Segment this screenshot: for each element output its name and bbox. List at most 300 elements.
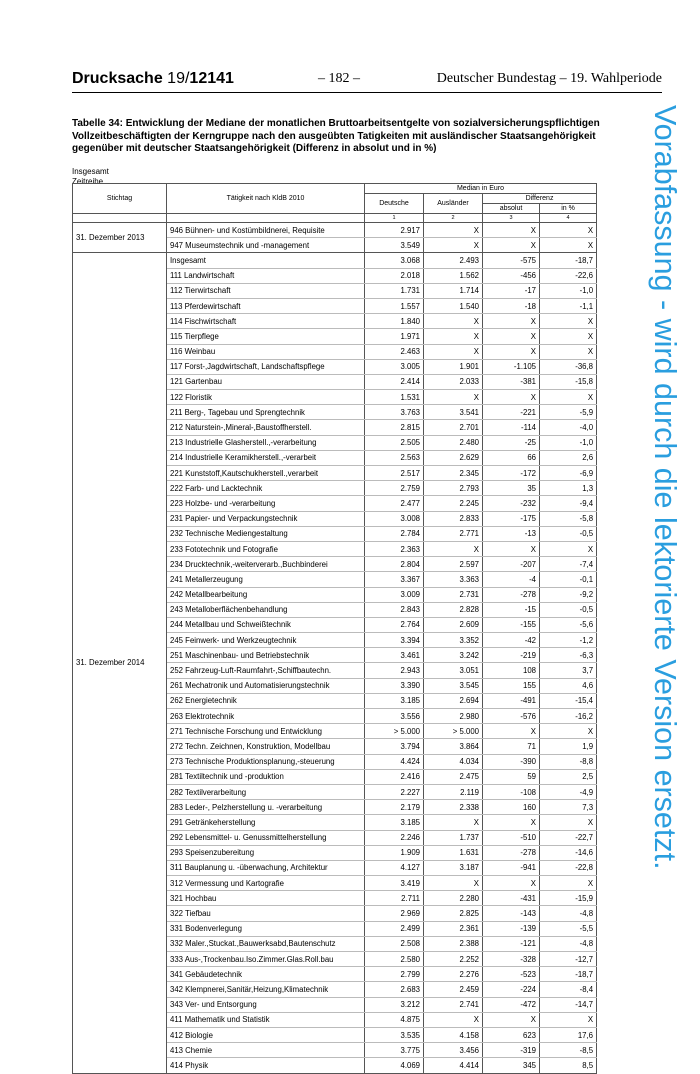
auslaender-cell: 3.541 [424,405,483,420]
occupation-cell: 332 Maler.,Stuckat.,Bauwerksabd,Bautenschutz [167,936,365,951]
prozent-cell: -5,9 [540,405,597,420]
deutsche-cell: 2.414 [365,374,424,389]
absolut-cell: -25 [483,435,540,450]
prozent-cell: -15,4 [540,693,597,708]
auslaender-cell: 2.828 [424,602,483,617]
auslaender-cell: 2.388 [424,936,483,951]
occupation-cell: 414 Physik [167,1058,365,1073]
prozent-cell: -4,9 [540,784,597,799]
occupation-cell: 342 Klempnerei,Sanitär,Heizung,Klimatechnik [167,982,365,997]
occupation-cell: 252 Fahrzeug-Luft-Raumfahrt-,Schiffbautechn. [167,663,365,678]
prozent-cell: -5,8 [540,511,597,526]
absolut-cell: -139 [483,921,540,936]
occupation-cell: 223 Holzbe- und -verarbeitung [167,496,365,511]
auslaender-cell: 2.493 [424,253,483,268]
prozent-cell: 3,7 [540,663,597,678]
table-row [73,223,597,238]
prozent-cell: -22,7 [540,830,597,845]
absolut-cell: -42 [483,633,540,648]
prozent-cell: -8,4 [540,982,597,997]
auslaender-cell: 1.737 [424,830,483,845]
deutsche-cell: 4.424 [365,754,424,769]
absolut-cell: -431 [483,891,540,906]
occupation-cell: 311 Bauplanung u. -überwachung, Architektur [167,860,365,875]
prozent-cell: X [540,329,597,344]
auslaender-cell: X [424,223,483,238]
occupation-cell: 272 Techn. Zeichnen, Konstruktion, Modellbau [167,739,365,754]
prozent-cell: -1,1 [540,298,597,313]
auslaender-cell: 2.701 [424,420,483,435]
deutsche-cell: 2.764 [365,617,424,632]
col-index-4: 4 [540,214,597,223]
absolut-cell: -319 [483,1043,540,1058]
prozent-cell: X [540,238,597,253]
prozent-cell: -14,7 [540,997,597,1012]
occupation-cell: 122 Floristik [167,390,365,405]
deutsche-cell: 4.875 [365,1012,424,1027]
prozent-cell: -9,4 [540,496,597,511]
prozent-cell: 1,3 [540,481,597,496]
auslaender-cell: 1.631 [424,845,483,860]
auslaender-cell: 2.280 [424,891,483,906]
occupation-cell: 243 Metalloberflächenbehandlung [167,602,365,617]
auslaender-cell: 4.414 [424,1058,483,1073]
auslaender-cell: 2.771 [424,526,483,541]
occupation-cell: 222 Farb- und Lacktechnik [167,481,365,496]
absolut-cell: X [483,390,540,405]
occupation-cell: 262 Energietechnik [167,693,365,708]
auslaender-cell: 3.187 [424,860,483,875]
subtitle-line-1: Insgesamt [72,167,109,176]
deutsche-cell: 2.969 [365,906,424,921]
prozent-cell: -4,8 [540,936,597,951]
deutsche-cell: 3.549 [365,238,424,253]
auslaender-cell: X [424,329,483,344]
auslaender-cell: 2.252 [424,952,483,967]
deutsche-cell: 3.212 [365,997,424,1012]
col-header-differenz: Differenz [483,194,597,204]
absolut-cell: -207 [483,557,540,572]
deutsche-cell: 2.018 [365,268,424,283]
occupation-cell: 113 Pferdewirtschaft [167,298,365,313]
occupation-cell: 281 Textiltechnik und -produktion [167,769,365,784]
absolut-cell: 59 [483,769,540,784]
occupation-cell: 244 Metallbau und Schweißtechnik [167,617,365,632]
auslaender-cell: 2.459 [424,982,483,997]
auslaender-cell: X [424,815,483,830]
occupation-cell: 234 Drucktechnik,-weiterverarb.,Buchbinderei [167,557,365,572]
auslaender-cell: 2.480 [424,435,483,450]
deutsche-cell: 2.179 [365,800,424,815]
occupation-cell: 271 Technische Forschung und Entwicklung [167,724,365,739]
occupation-cell: 212 Naturstein-,Mineral-,Baustoffherstell. [167,420,365,435]
prozent-cell: -36,8 [540,359,597,374]
prozent-cell: X [540,223,597,238]
deutsche-cell: 2.463 [365,344,424,359]
prozent-cell: X [540,815,597,830]
auslaender-cell: 2.119 [424,784,483,799]
deutsche-cell: 1.909 [365,845,424,860]
absolut-cell: X [483,223,540,238]
deutsche-cell: 2.363 [365,541,424,556]
page-header [72,70,662,90]
deutsche-cell: 1.557 [365,298,424,313]
deutsche-cell: 2.416 [365,769,424,784]
occupation-cell: 231 Papier- und Verpackungstechnik [167,511,365,526]
deutsche-cell: 2.815 [365,420,424,435]
prozent-cell: -12,7 [540,952,597,967]
deutsche-cell: 3.794 [365,739,424,754]
auslaender-cell: 1.562 [424,268,483,283]
col-index-1: 1 [365,214,424,223]
occupation-cell: 292 Lebensmittel- u. Genussmittelherstellung [167,830,365,845]
absolut-cell: -155 [483,617,540,632]
auslaender-cell: 3.864 [424,739,483,754]
auslaender-cell: 2.833 [424,511,483,526]
absolut-cell: -224 [483,982,540,997]
col-header-stichtag: Stichtag [73,184,167,214]
auslaender-cell: X [424,344,483,359]
absolut-cell: -523 [483,967,540,982]
occupation-cell: 121 Gartenbau [167,374,365,389]
deutsche-cell: 2.580 [365,952,424,967]
prozent-cell: X [540,344,597,359]
deutsche-cell: 2.711 [365,891,424,906]
deutsche-cell: 3.005 [365,359,424,374]
auslaender-cell: X [424,1012,483,1027]
occupation-cell: 947 Museumstechnik und -management [167,238,365,253]
deutsche-cell: 3.556 [365,709,424,724]
prozent-cell: -0,1 [540,572,597,587]
auslaender-cell: 2.629 [424,450,483,465]
absolut-cell: -108 [483,784,540,799]
absolut-cell: -18 [483,298,540,313]
occupation-cell: 242 Metallbearbeitung [167,587,365,602]
deutsche-cell: 1.971 [365,329,424,344]
occupation-cell: 112 Tierwirtschaft [167,283,365,298]
deutsche-cell: 2.683 [365,982,424,997]
absolut-cell: -15 [483,602,540,617]
occupation-cell: Insgesamt [167,253,365,268]
occupation-cell: 241 Metallerzeugung [167,572,365,587]
occupation-cell: 214 Industrielle Keramikherstell.,-verarbeit [167,450,365,465]
prozent-cell: 2,6 [540,450,597,465]
prozent-cell: 8,5 [540,1058,597,1073]
prozent-cell: -0,5 [540,602,597,617]
auslaender-cell: 2.694 [424,693,483,708]
deutsche-cell: 2.563 [365,450,424,465]
deutsche-cell: 2.517 [365,466,424,481]
absolut-cell: -4 [483,572,540,587]
prozent-cell: -7,4 [540,557,597,572]
auslaender-cell: 1.714 [424,283,483,298]
prozent-cell: -18,7 [540,253,597,268]
absolut-cell: X [483,876,540,891]
occupation-cell: 211 Berg-, Tagebau und Sprengtechnik [167,405,365,420]
occupation-cell: 251 Maschinenbau- und Betriebstechnik [167,648,365,663]
prozent-cell: 2,5 [540,769,597,784]
occupation-cell: 343 Ver- und Entsorgung [167,997,365,1012]
deutsche-cell: 3.008 [365,511,424,526]
absolut-cell: -172 [483,466,540,481]
absolut-cell: -219 [483,648,540,663]
occupation-cell: 293 Speisenzubereitung [167,845,365,860]
col-index-2: 2 [424,214,483,223]
occupation-cell: 283 Leder-, Pelzherstellung u. -verarbeitung [167,800,365,815]
absolut-cell: 35 [483,481,540,496]
col-index-3: 3 [483,214,540,223]
prozent-cell: 7,3 [540,800,597,815]
page-number: – 182 – [318,71,360,86]
auslaender-cell: 1.901 [424,359,483,374]
col-header-median: Median in Euro [365,184,597,194]
occupation-cell: 263 Elektrotechnik [167,709,365,724]
occupation-cell: 111 Landwirtschaft [167,268,365,283]
occupation-cell: 233 Fototechnik und Fotografie [167,541,365,556]
absolut-cell: X [483,1012,540,1027]
occupation-cell: 312 Vermessung und Kartografie [167,876,365,891]
auslaender-cell: X [424,238,483,253]
occupation-cell: 115 Tierpflege [167,329,365,344]
auslaender-cell: 3.242 [424,648,483,663]
occupation-cell: 291 Getränkeherstellung [167,815,365,830]
absolut-cell: 71 [483,739,540,754]
absolut-cell: -1.105 [483,359,540,374]
deutsche-cell: 1.840 [365,314,424,329]
col-header-prozent: in % [540,204,597,214]
occupation-cell: 341 Gebäudetechnik [167,967,365,982]
deutsche-cell: 2.943 [365,663,424,678]
auslaender-cell: 3.545 [424,678,483,693]
col-header-taetigkeit: Tätigkeit nach KldB 2010 [167,184,365,214]
auslaender-cell: 2.033 [424,374,483,389]
auslaender-cell: 4.034 [424,754,483,769]
deutsche-cell: 3.068 [365,253,424,268]
prozent-cell: -9,2 [540,587,597,602]
auslaender-cell: 2.475 [424,769,483,784]
prozent-cell: -18,7 [540,967,597,982]
occupation-cell: 116 Weinbau [167,344,365,359]
occupation-cell: 282 Textilverarbeitung [167,784,365,799]
absolut-cell: 155 [483,678,540,693]
absolut-cell: -278 [483,587,540,602]
prozent-cell: 17,6 [540,1027,597,1042]
auslaender-cell: 3.352 [424,633,483,648]
absolut-cell: -472 [483,997,540,1012]
absolut-cell: X [483,329,540,344]
occupation-cell: 245 Feinwerk- und Werkzeugtechnik [167,633,365,648]
absolut-cell: 345 [483,1058,540,1073]
occupation-cell: 114 Fischwirtschaft [167,314,365,329]
subtitle-line-2: Zeitreihe [72,176,104,186]
auslaender-cell: 2.361 [424,921,483,936]
deutsche-cell: 3.535 [365,1027,424,1042]
absolut-cell: -143 [483,906,540,921]
absolut-cell: 623 [483,1027,540,1042]
prozent-cell: X [540,541,597,556]
deutsche-cell: 1.731 [365,283,424,298]
draft-watermark: Vorabfassung - wird durch die lektorierte Version ersetzt. [648,105,682,870]
occupation-cell: 331 Bodenverlegung [167,921,365,936]
prozent-cell: -15,8 [540,374,597,389]
occupation-cell: 213 Industrielle Glasherstell.,-verarbeitung [167,435,365,450]
absolut-cell: -390 [483,754,540,769]
prozent-cell: -22,8 [540,860,597,875]
auslaender-cell: 2.825 [424,906,483,921]
occupation-cell: 221 Kunststoff,Kautschukherstell.,verarbeit [167,466,365,481]
deutsche-cell: 3.775 [365,1043,424,1058]
auslaender-cell: 2.338 [424,800,483,815]
deutsche-cell: 3.461 [365,648,424,663]
occupation-cell: 321 Hochbau [167,891,365,906]
auslaender-cell: X [424,876,483,891]
absolut-cell: X [483,815,540,830]
data-table [72,183,597,1074]
auslaender-cell: 2.597 [424,557,483,572]
absolut-cell: -121 [483,936,540,951]
absolut-cell: 160 [483,800,540,815]
auslaender-cell: 2.245 [424,496,483,511]
absolut-cell: -114 [483,420,540,435]
auslaender-cell: 3.051 [424,663,483,678]
absolut-cell: -17 [483,283,540,298]
deutsche-cell: 2.784 [365,526,424,541]
deutsche-cell: 2.804 [365,557,424,572]
auslaender-cell: 2.609 [424,617,483,632]
absolut-cell: X [483,238,540,253]
absolut-cell: X [483,724,540,739]
absolut-cell: -456 [483,268,540,283]
col-header-deutsche: Deutsche [365,194,424,214]
prozent-cell: -4,8 [540,906,597,921]
absolut-cell: -328 [483,952,540,967]
deutsche-cell: 2.246 [365,830,424,845]
table-title: Tabelle 34: Entwicklung der Mediane der monatlichen Bruttoarbeitsentgelte von sozialversicherungspflichtigen Vollzeitbeschäftigten der Kerngruppe nach den ausgeübten Tatigkeiten mit ausländischer Staatsangehörigkeit gegenüber mit deutscher Staatsangehörigkeit (Differenz in absolut und in %) [72,118,600,154]
prozent-cell: -1,0 [540,435,597,450]
absolut-cell: -381 [483,374,540,389]
deutsche-cell: 3.390 [365,678,424,693]
prozent-cell: -22,6 [540,268,597,283]
deutsche-cell: > 5.000 [365,724,424,739]
auslaender-cell: 2.276 [424,967,483,982]
occupation-cell: 412 Biologie [167,1027,365,1042]
occupation-cell: 261 Mechatronik und Automatisierungstechnik [167,678,365,693]
occupation-cell: 232 Technische Mediengestaltung [167,526,365,541]
deutsche-cell: 2.505 [365,435,424,450]
absolut-cell: -232 [483,496,540,511]
institution-label: Deutscher Bundestag – 19. Wahlperiode [436,71,662,86]
prozent-cell: X [540,1012,597,1027]
absolut-cell: -575 [483,253,540,268]
deutsche-cell: 2.843 [365,602,424,617]
prozent-cell: -6,9 [540,466,597,481]
auslaender-cell: X [424,541,483,556]
occupation-cell: 273 Technische Produktionsplanung,-steuerung [167,754,365,769]
deutsche-cell: 3.763 [365,405,424,420]
occupation-cell: 333 Aus-,Trockenbau.Iso.Zimmer.Glas.Roll.bau [167,952,365,967]
absolut-cell: X [483,541,540,556]
deutsche-cell: 3.394 [365,633,424,648]
col-header-absolut: absolut [483,204,540,214]
prozent-cell: -14,6 [540,845,597,860]
absolut-cell: X [483,314,540,329]
stichtag-cell: 31. Dezember 2013 [73,223,167,253]
auslaender-cell: X [424,390,483,405]
deutsche-cell: 4.127 [365,860,424,875]
prozent-cell: -6,3 [540,648,597,663]
auslaender-cell: 4.158 [424,1027,483,1042]
prozent-cell: -5,5 [540,921,597,936]
deutsche-cell: 2.477 [365,496,424,511]
prozent-cell: 1,9 [540,739,597,754]
deutsche-cell: 2.759 [365,481,424,496]
prozent-cell: X [540,724,597,739]
prozent-cell: X [540,390,597,405]
stichtag-cell: 31. Dezember 2014 [73,253,167,1073]
table-row [73,253,597,268]
prozent-cell: -4,0 [540,420,597,435]
header-rule [72,92,662,93]
deutsche-cell: 2.227 [365,784,424,799]
absolut-cell: -491 [483,693,540,708]
document-number: Drucksache 19/12141 [72,70,234,87]
prozent-cell: 4,6 [540,678,597,693]
prozent-cell: -15,9 [540,891,597,906]
absolut-cell: 66 [483,450,540,465]
absolut-cell: -510 [483,830,540,845]
absolut-cell: -278 [483,845,540,860]
deutsche-cell: 4.069 [365,1058,424,1073]
auslaender-cell: 2.345 [424,466,483,481]
auslaender-cell: 2.731 [424,587,483,602]
prozent-cell: -16,2 [540,709,597,724]
col-header-auslaender: Ausländer [424,194,483,214]
occupation-cell: 411 Mathematik und Statistik [167,1012,365,1027]
deutsche-cell: 3.185 [365,693,424,708]
auslaender-cell: 1.540 [424,298,483,313]
auslaender-cell: 2.741 [424,997,483,1012]
prozent-cell: X [540,876,597,891]
table-body [73,223,597,1074]
deutsche-cell: 2.917 [365,223,424,238]
prozent-cell: -0,5 [540,526,597,541]
prozent-cell: -8,8 [540,754,597,769]
deutsche-cell: 3.185 [365,815,424,830]
auslaender-cell: 2.793 [424,481,483,496]
absolut-cell: -941 [483,860,540,875]
prozent-cell: X [540,314,597,329]
occupation-cell: 413 Chemie [167,1043,365,1058]
prozent-cell: -1,2 [540,633,597,648]
deutsche-cell: 3.419 [365,876,424,891]
prozent-cell: -8,5 [540,1043,597,1058]
deutsche-cell: 3.367 [365,572,424,587]
deutsche-cell: 2.799 [365,967,424,982]
auslaender-cell: X [424,314,483,329]
prozent-cell: -1,0 [540,283,597,298]
auslaender-cell: 3.363 [424,572,483,587]
prozent-cell: -5,6 [540,617,597,632]
deutsche-cell: 1.531 [365,390,424,405]
occupation-cell: 946 Bühnen- und Kostümbildnerei, Requisite [167,223,365,238]
auslaender-cell: > 5.000 [424,724,483,739]
auslaender-cell: 3.456 [424,1043,483,1058]
absolut-cell: -576 [483,709,540,724]
absolut-cell: X [483,344,540,359]
absolut-cell: 108 [483,663,540,678]
occupation-cell: 117 Forst-,Jagdwirtschaft, Landschaftspflege [167,359,365,374]
deutsche-cell: 2.499 [365,921,424,936]
